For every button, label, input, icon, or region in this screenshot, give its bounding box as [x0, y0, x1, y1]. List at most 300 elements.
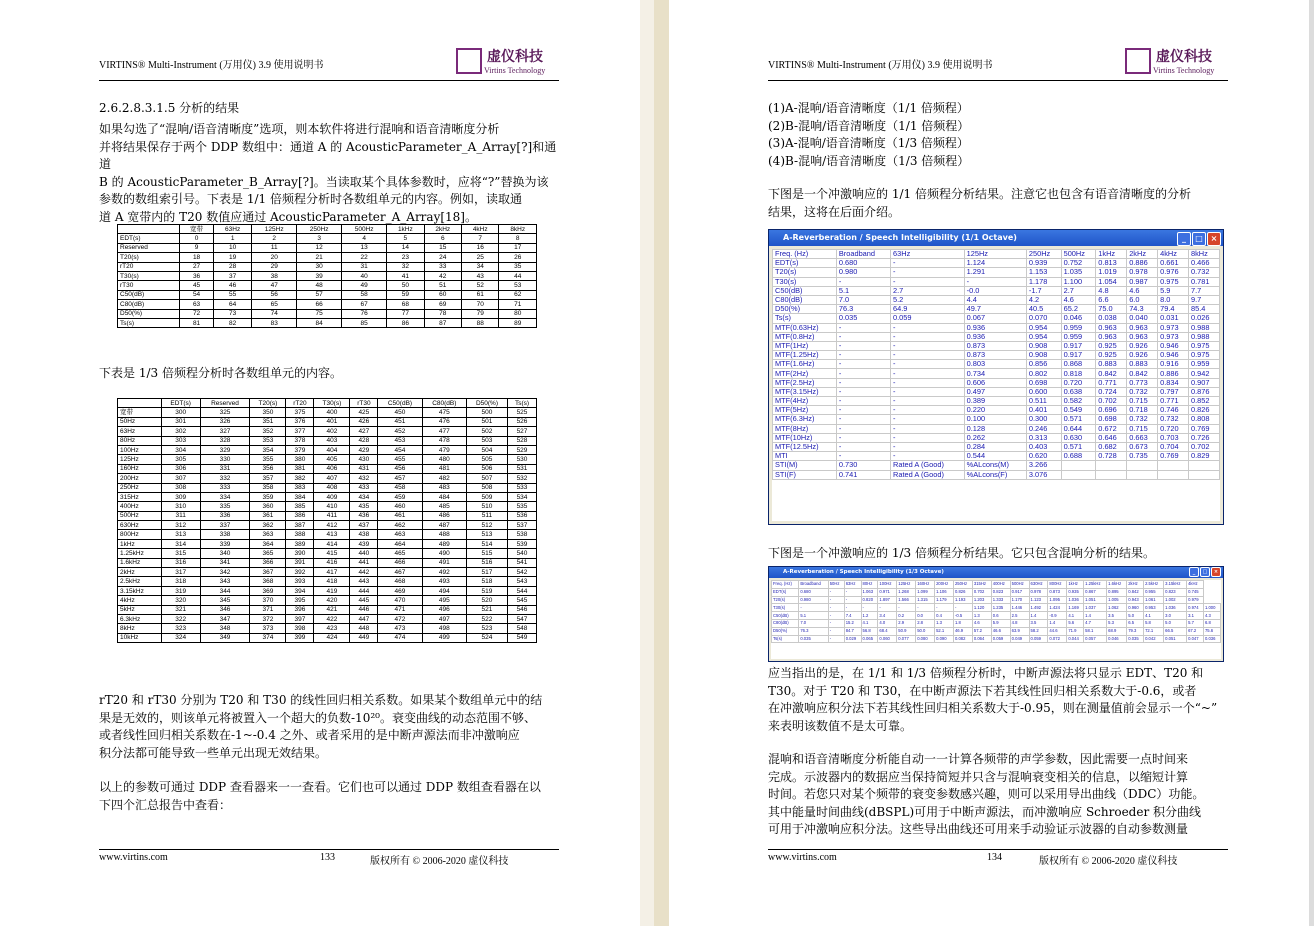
value-cell: 76.3 — [836, 305, 890, 314]
para-line: 或者线性回归相关系数在-1~-0.4 之外、或者采用的是中断声源法而非冲激响应 — [99, 728, 520, 742]
row-label-cell: MTF(3.15Hz) — [773, 387, 837, 396]
value-cell: 81 — [180, 318, 214, 327]
value-cell: 62 — [499, 290, 537, 299]
value-cell: 80 — [499, 309, 537, 318]
header-cell: 630Hz — [1029, 581, 1048, 589]
paragraph-3 — [768, 665, 1228, 735]
value-cell: 0.051 — [1164, 635, 1187, 643]
header-cell: 宽带 — [180, 225, 214, 234]
value-cell: 547 — [508, 614, 537, 623]
value-cell: 478 — [422, 436, 466, 445]
value-cell: - — [836, 452, 890, 461]
value-cell: 394 — [286, 586, 314, 595]
table-row — [773, 415, 1220, 424]
header-cell: Ts(s) — [508, 399, 537, 408]
value-cell: 0.917 — [1061, 351, 1096, 360]
value-cell: 526 — [508, 417, 537, 426]
value-cell: 77 — [387, 309, 424, 318]
section-title: 2.6.2.8.3.1.5 分析的结果 — [99, 101, 240, 115]
value-cell: 326 — [200, 417, 250, 426]
value-cell: 486 — [422, 511, 466, 520]
value-cell: 543 — [508, 577, 537, 586]
value-cell: 0.702 — [1096, 397, 1127, 406]
minimize-icon[interactable]: _ — [1189, 567, 1199, 577]
value-cell: 0.702 — [972, 588, 991, 596]
value-cell: 1.424 — [1048, 604, 1067, 612]
value-cell: 0.829 — [1189, 452, 1220, 461]
header-cell: 1kHz — [1067, 581, 1084, 589]
value-cell: 19 — [214, 253, 252, 262]
value-cell: 546 — [508, 605, 537, 614]
value-cell: 485 — [422, 502, 466, 511]
table-header-row — [118, 225, 537, 234]
value-cell: 0.936 — [964, 323, 1026, 332]
value-cell: 464 — [378, 539, 422, 548]
value-cell: 50.9 — [897, 627, 916, 635]
row-label-cell: MTF(1.6Hz) — [773, 360, 837, 369]
row-label-cell: 250Hz — [118, 483, 162, 492]
row-label-cell: Reserved — [118, 243, 180, 252]
row-label-cell: MTF(12.5Hz) — [773, 442, 837, 451]
value-cell: 411 — [314, 511, 350, 520]
row-label-cell: 5kHz — [118, 605, 162, 614]
value-cell: 427 — [350, 427, 378, 436]
value-cell: 1.063 — [861, 588, 878, 596]
value-cell: 36 — [180, 271, 214, 280]
value-cell: 22 — [342, 253, 387, 262]
value-cell: 515 — [466, 549, 507, 558]
value-cell: 0.646 — [1096, 433, 1127, 442]
value-cell: 0.044 — [1067, 635, 1084, 643]
value-cell: 79.3 — [1127, 627, 1144, 635]
value-cell: 7.0 — [836, 295, 890, 304]
value-cell: 0.4 — [935, 612, 954, 620]
list-item: (4)B-混响/语音清晰度（1/3 倍频程） — [768, 153, 970, 168]
value-cell: 1.897 — [878, 596, 897, 604]
value-cell: 473 — [378, 624, 422, 633]
value-cell: 0.955 — [1144, 588, 1164, 596]
value-cell: 304 — [161, 445, 200, 454]
list-item: (3)A-混响/语音清晰度（1/3 倍频程） — [768, 136, 969, 150]
value-cell: 7 — [462, 234, 499, 243]
table-row — [118, 614, 537, 623]
window-title: A-Reverberation / Speech Intelligibility (1/1 Octave) — [783, 233, 1017, 242]
table-row — [118, 445, 537, 454]
value-cell: 24 — [424, 253, 461, 262]
value-cell: 0.300 — [1026, 415, 1061, 424]
results-grid-1-1 — [772, 249, 1220, 480]
value-cell: 0.284 — [964, 442, 1026, 451]
table-row — [118, 271, 537, 280]
window-titlebar[interactable] — [769, 230, 1223, 246]
value-cell: - — [836, 378, 890, 387]
value-cell: 15 — [424, 243, 461, 252]
header-cell: 4kHz — [1187, 581, 1204, 589]
row-label-cell: rT30 — [118, 281, 180, 290]
value-cell: 444 — [350, 586, 378, 595]
value-cell: 348 — [200, 624, 250, 633]
row-label-cell: D50(%) — [118, 309, 180, 318]
value-cell: 302 — [161, 427, 200, 436]
value-cell: 461 — [378, 511, 422, 520]
value-cell: 386 — [286, 511, 314, 520]
value-cell: 0.803 — [964, 360, 1026, 369]
value-cell: 324 — [161, 633, 200, 642]
value-cell: 44 — [499, 271, 537, 280]
value-cell: 5.7 — [1187, 619, 1204, 627]
table-row — [118, 530, 537, 539]
value-cell: 455 — [378, 455, 422, 464]
table-row — [118, 633, 537, 642]
value-cell: 0.769 — [1189, 424, 1220, 433]
value-cell: 69 — [424, 300, 461, 309]
table-row — [118, 521, 537, 530]
value-cell: 0.988 — [1189, 323, 1220, 332]
value-cell: - — [836, 277, 890, 286]
value-cell: 517 — [466, 568, 507, 577]
value-cell: 454 — [378, 445, 422, 454]
value-cell: 4.6 — [1061, 295, 1096, 304]
value-cell: 0.808 — [1189, 415, 1220, 424]
value-cell: 1.492 — [1029, 604, 1048, 612]
para-line: 并将结果保存于两个 DDP 数组中：通道 A 的 AcousticParameter_A_Array[?]和通道 — [99, 139, 557, 171]
value-cell: 0.873 — [964, 351, 1026, 360]
value-cell: 314 — [161, 539, 200, 548]
value-cell: 3.266 — [1026, 461, 1061, 470]
value-cell: 490 — [422, 549, 466, 558]
value-cell: 422 — [314, 614, 350, 623]
value-cell: 462 — [378, 521, 422, 530]
table-row — [773, 277, 1220, 286]
value-cell: 0.980 — [836, 268, 890, 277]
table-row — [118, 436, 537, 445]
octave-1-1-window[interactable] — [768, 229, 1224, 525]
value-cell: - — [891, 442, 965, 451]
header-cell: rT30 — [350, 399, 378, 408]
value-cell: 0.826 — [1189, 406, 1220, 415]
value-cell: - — [828, 627, 844, 635]
value-cell: 371 — [250, 605, 286, 614]
value-cell: 351 — [250, 417, 286, 426]
value-cell: 0.746 — [1158, 406, 1189, 415]
header-cell: T20(s) — [250, 399, 286, 408]
value-cell: 379 — [286, 445, 314, 454]
row-label-cell: C50(dB) — [773, 286, 837, 295]
value-cell: 0.246 — [1026, 424, 1061, 433]
row-label-cell: T20(s) — [773, 268, 837, 277]
row-label-cell: C80(dB) — [118, 300, 180, 309]
row-label-cell: T30(s) — [118, 271, 180, 280]
table-row — [773, 424, 1220, 433]
value-cell: 3.4 — [878, 612, 897, 620]
value-cell: 0.046 — [1107, 635, 1127, 643]
table-row — [118, 492, 537, 501]
header-cell: C80(dB) — [422, 399, 466, 408]
list-item: (1)A-混响/语音清晰度（1/1 倍频程） — [768, 101, 969, 115]
value-cell: 349 — [200, 633, 250, 642]
value-cell: 56.8 — [861, 627, 878, 635]
value-cell: - — [891, 378, 965, 387]
header-cell: 50Hz — [828, 581, 844, 589]
value-cell: 412 — [314, 521, 350, 530]
value-cell: 0.960 — [1127, 604, 1144, 612]
value-cell: 75.0 — [1096, 305, 1127, 314]
value-cell: 1.051 — [1084, 596, 1107, 604]
value-cell: 6.5 — [1127, 619, 1144, 627]
value-cell: 0.936 — [964, 332, 1026, 341]
value-cell: - — [836, 387, 890, 396]
value-cell: 383 — [286, 483, 314, 492]
value-cell: 361 — [250, 511, 286, 520]
value-cell: 337 — [200, 521, 250, 530]
value-cell: 410 — [314, 502, 350, 511]
value-cell: 1.4 — [1029, 612, 1048, 620]
value-cell: 519 — [466, 586, 507, 595]
footer-url: www.virtins.com — [99, 852, 168, 863]
table-row — [118, 624, 537, 633]
value-cell: 389 — [286, 539, 314, 548]
value-cell: 18 — [180, 253, 214, 262]
value-cell: - — [861, 604, 878, 612]
header-cell: 500Hz — [1010, 581, 1029, 589]
table-row — [118, 511, 537, 520]
value-cell: 83 — [252, 318, 297, 327]
value-cell — [1061, 470, 1096, 479]
header-cell: 63Hz — [844, 581, 861, 589]
footer-rule — [768, 849, 1228, 850]
header-rule — [99, 80, 559, 81]
value-cell: 0.718 — [1127, 406, 1158, 415]
value-cell: 0.818 — [1061, 369, 1096, 378]
header-cell: 160Hz — [916, 581, 935, 589]
para-line: 来表明该数值不是太可靠。 — [768, 718, 913, 733]
value-cell: 0.728 — [1096, 452, 1127, 461]
value-cell: 535 — [508, 502, 537, 511]
value-cell: 425 — [350, 408, 378, 417]
value-cell: - — [891, 387, 965, 396]
header-cell: 200Hz — [935, 581, 954, 589]
row-label-cell: MTF(8Hz) — [773, 424, 837, 433]
value-cell: 404 — [314, 445, 350, 454]
maximize-icon[interactable]: □ — [1192, 232, 1206, 246]
value-cell: 5 — [387, 234, 424, 243]
row-label-cell: 800Hz — [118, 530, 162, 539]
value-cell: 1.170 — [1010, 596, 1029, 604]
close-icon[interactable]: × — [1211, 567, 1221, 577]
value-cell: 453 — [378, 436, 422, 445]
value-cell: - — [836, 369, 890, 378]
value-cell: 7.0 — [799, 619, 828, 627]
table-row — [118, 502, 537, 511]
value-cell: 0.842 — [1127, 369, 1158, 378]
value-cell: 0.035 — [1127, 635, 1144, 643]
row-label-cell: 100Hz — [118, 445, 162, 454]
value-cell: - — [891, 415, 965, 424]
minimize-icon[interactable]: _ — [1177, 232, 1191, 246]
value-cell: 514 — [466, 539, 507, 548]
value-cell: 520 — [466, 596, 507, 605]
results-grid-container — [771, 580, 1221, 659]
value-cell: 308 — [161, 483, 200, 492]
paragraph-1 — [768, 186, 1228, 221]
value-cell: 23 — [387, 253, 424, 262]
value-cell: 528 — [508, 436, 537, 445]
footer-url: www.virtins.com — [768, 852, 837, 863]
value-cell: 531 — [508, 464, 537, 473]
value-cell: 423 — [314, 624, 350, 633]
value-cell: 363 — [250, 530, 286, 539]
header-cell: 2kHz — [1127, 250, 1158, 259]
value-cell: 65.2 — [1061, 305, 1096, 314]
para-line: 积分法都可能导致一些单元出现无效结果。 — [99, 745, 328, 760]
value-cell: 0.741 — [836, 470, 890, 479]
value-cell: 0.060 — [878, 635, 897, 643]
value-cell: 52.1 — [935, 627, 954, 635]
value-cell: 525 — [508, 408, 537, 417]
value-cell: 0.726 — [1189, 433, 1220, 442]
close-icon[interactable]: × — [1207, 232, 1221, 246]
value-cell: -0.0 — [964, 286, 1026, 295]
value-cell: 1.235 — [991, 604, 1010, 612]
value-cell: 50.0 — [916, 627, 935, 635]
row-label-cell: 400Hz — [118, 502, 162, 511]
table-row — [118, 558, 537, 567]
value-cell: 0.549 — [1061, 406, 1096, 415]
value-cell: 86 — [387, 318, 424, 327]
header-cell: 315Hz — [972, 581, 991, 589]
maximize-icon[interactable]: □ — [1200, 567, 1210, 577]
row-label-cell: MTF(2.5Hz) — [773, 378, 837, 387]
value-cell: 472 — [378, 614, 422, 623]
row-label-cell: MTF(1.25Hz) — [773, 351, 837, 360]
value-cell: 448 — [350, 624, 378, 633]
value-cell: 16 — [462, 243, 499, 252]
row-label-cell: C50(dB) — [772, 612, 799, 620]
value-cell: 1.037 — [1084, 604, 1107, 612]
value-cell: 0.769 — [1158, 452, 1189, 461]
value-cell: 359 — [250, 492, 286, 501]
value-cell: 87 — [424, 318, 461, 327]
header-cell: 800Hz — [1048, 581, 1067, 589]
value-cell: Rated A (Good) — [891, 470, 965, 479]
value-cell: 0.895 — [1107, 588, 1127, 596]
header-cell: 400Hz — [991, 581, 1010, 589]
value-cell: 502 — [466, 427, 507, 436]
value-cell: 3.5 — [1029, 619, 1048, 627]
value-cell: 0.715 — [1127, 424, 1158, 433]
row-label-cell: MTI — [773, 452, 837, 461]
table-row — [118, 290, 537, 299]
value-cell: 378 — [286, 436, 314, 445]
row-label-cell: D50(%) — [773, 305, 837, 314]
value-cell — [1096, 470, 1127, 479]
value-cell: 0.059 — [891, 314, 965, 323]
value-cell: 38 — [252, 271, 297, 280]
header-cell: D50(%) — [466, 399, 507, 408]
value-cell: 0.072 — [1048, 635, 1067, 643]
value-cell: - — [836, 442, 890, 451]
value-cell: 4.6 — [1127, 286, 1158, 295]
value-cell: 44.6 — [1048, 627, 1067, 635]
header-cell — [118, 225, 180, 234]
value-cell: 3.0 — [1164, 612, 1187, 620]
value-cell: 0.720 — [1158, 424, 1189, 433]
value-cell: 341 — [200, 558, 250, 567]
value-cell: 0.917 — [1010, 588, 1029, 596]
value-cell: 0.046 — [1061, 314, 1096, 323]
value-cell: 523 — [466, 624, 507, 633]
value-cell: 63 — [180, 300, 214, 309]
value-cell: 303 — [161, 436, 200, 445]
window-titlebar[interactable] — [769, 567, 1223, 578]
value-cell: 0.834 — [1158, 378, 1189, 387]
table-row — [118, 309, 537, 318]
value-cell: 58.1 — [1084, 627, 1107, 635]
octave-1-3-window[interactable] — [768, 566, 1224, 662]
footer-rule — [99, 849, 559, 850]
row-label-cell: 2kHz — [118, 568, 162, 577]
value-cell: 1.566 — [897, 596, 916, 604]
value-cell: 15.2 — [844, 619, 861, 627]
para-line: 在冲激响应积分法下若其线性回归相关系数大于-0.95，则在测量值前会显示一个“~” — [768, 701, 1218, 715]
value-cell: 0.908 — [1026, 351, 1061, 360]
value-cell: 7.7 — [1189, 286, 1220, 295]
value-cell: 4.8 — [1010, 619, 1029, 627]
value-cell: 0.926 — [1127, 351, 1158, 360]
value-cell: 35 — [499, 262, 537, 271]
para-line: 下四个汇总报告中查看： — [99, 797, 232, 812]
page-gutter — [640, 0, 654, 926]
value-cell: 426 — [350, 417, 378, 426]
para-line: B 的 AcousticParameter_B_Array[?]。当读取某个具体参数时，应将“?”替换为该 — [99, 174, 549, 189]
value-cell: 0.544 — [964, 452, 1026, 461]
results-grid-container — [772, 249, 1220, 521]
value-cell: 89 — [499, 318, 537, 327]
para-line: 道 A 宽带内的 T20 数值应通过 AcousticParameter_A_Array[18]。 — [99, 209, 477, 224]
value-cell: 49.7 — [964, 305, 1026, 314]
value-cell: 0.680 — [799, 588, 828, 596]
header-cell: Broadband — [799, 581, 828, 589]
para-line: 下图是一个冲激响应的 1/1 倍频程分析结果。注意它也包含有语音清晰度的分析 — [768, 187, 1191, 201]
value-cell: 329 — [200, 445, 250, 454]
table-row — [772, 596, 1221, 604]
value-cell: 1.054 — [1096, 277, 1127, 286]
value-cell: 431 — [350, 464, 378, 473]
value-cell: 0.038 — [1096, 314, 1127, 323]
value-cell: 376 — [286, 417, 314, 426]
value-cell: 549 — [508, 633, 537, 642]
header-cell: 8kHz — [1189, 250, 1220, 259]
header-cell: 80Hz — [861, 581, 878, 589]
value-cell: - — [844, 604, 861, 612]
value-cell: 0.935 — [1067, 588, 1084, 596]
value-cell: 3.076 — [1026, 470, 1061, 479]
value-cell: 521 — [466, 605, 507, 614]
value-cell: 1.036 — [1067, 596, 1084, 604]
header-cell: 250Hz — [297, 225, 342, 234]
value-cell: 0.688 — [1061, 452, 1096, 461]
value-cell: 46.9 — [953, 627, 972, 635]
value-cell: 384 — [286, 492, 314, 501]
header-cell: 4kHz — [462, 225, 499, 234]
value-cell: 60 — [424, 290, 461, 299]
value-cell: 1.123 — [1029, 596, 1048, 604]
row-label-cell: C80(dB) — [772, 619, 799, 627]
value-cell: 405 — [314, 455, 350, 464]
value-cell: 0.959 — [1061, 332, 1096, 341]
row-label-cell: MTF(2Hz) — [773, 369, 837, 378]
value-cell: 0.673 — [1127, 442, 1158, 451]
